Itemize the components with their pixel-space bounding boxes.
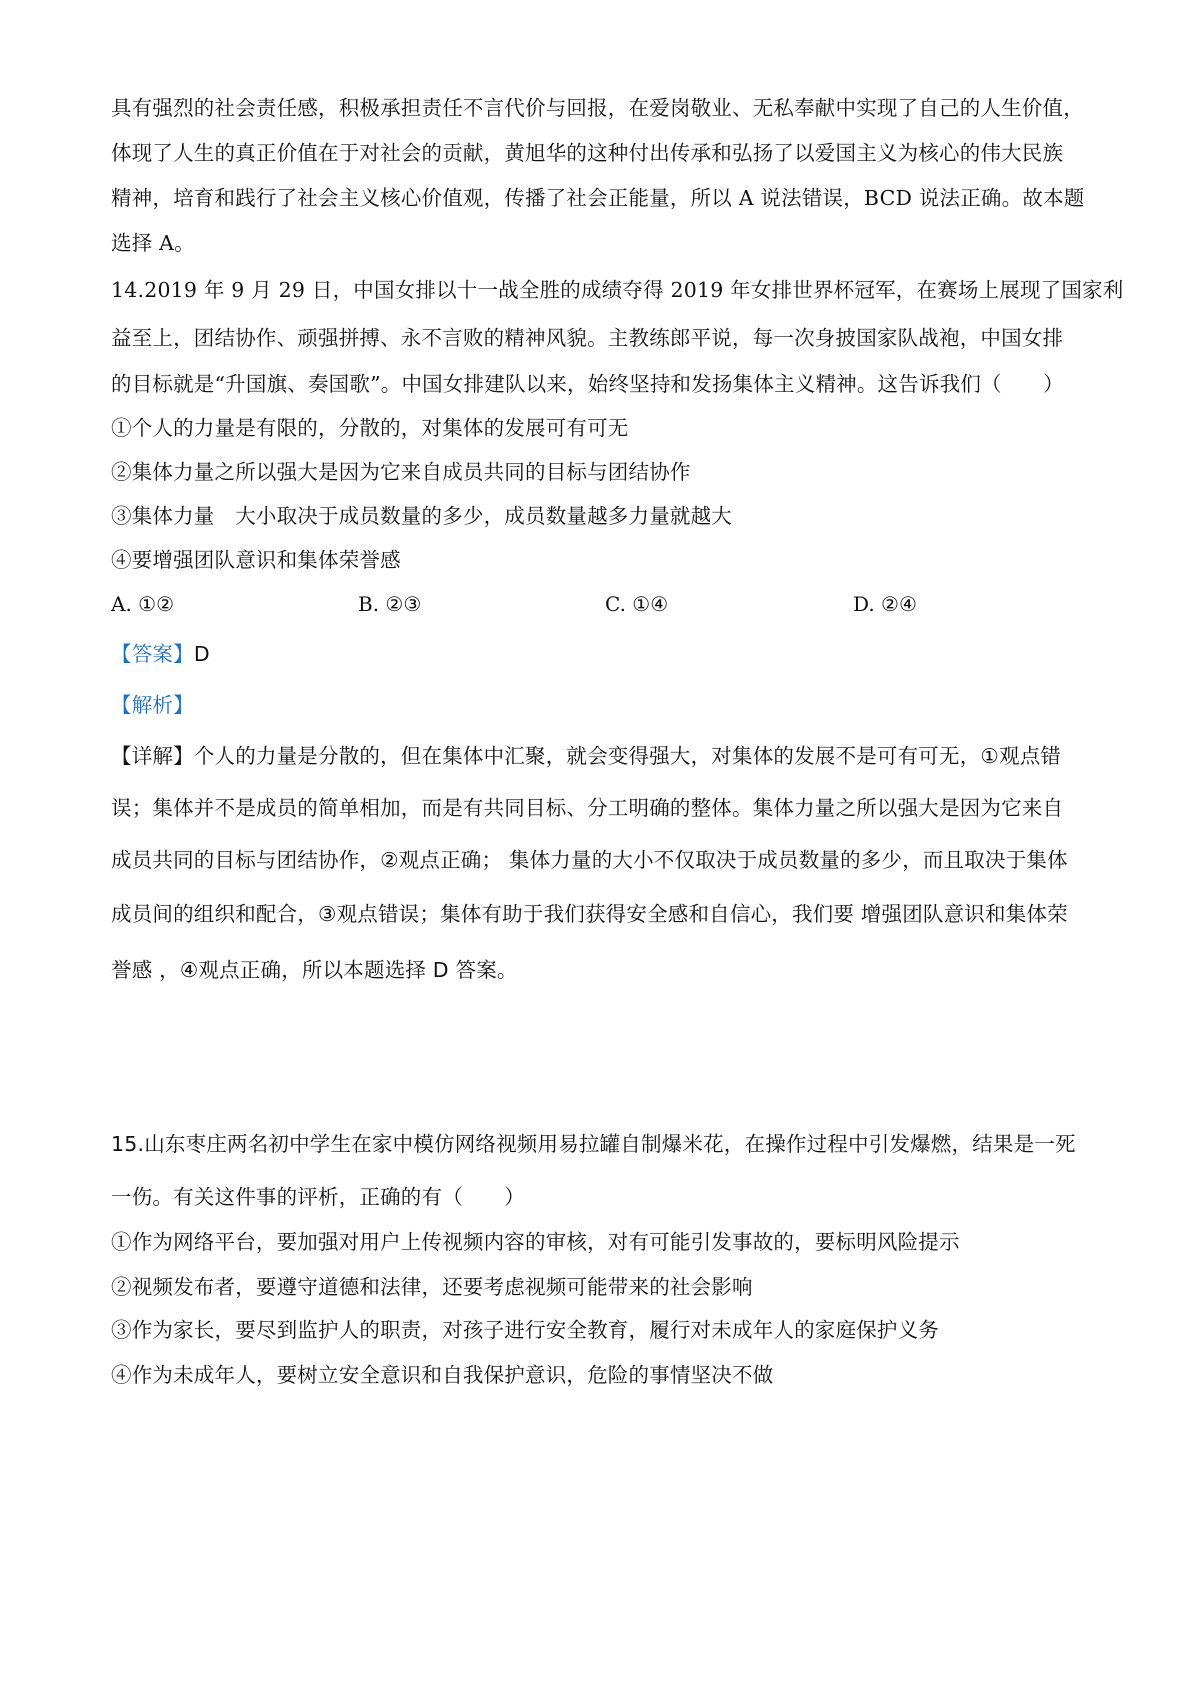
q14-option-d: D. ②④	[853, 592, 917, 616]
answer-value: D	[193, 642, 210, 666]
answer-label: 【答案】	[111, 642, 194, 666]
prev-analysis-line-2: 体现了人生的真正价值在于对社会的贡献，黄旭华的这种付出传承和弘扬了以爱国主义为核心的伟大民族	[111, 141, 1064, 165]
q14-stem-line-1: 14.2019 年 9 月 29 日，中国女排以十一战全胜的成绩夺得 2019 年女排世界杯冠军，在赛场上展现了国家利	[111, 278, 1124, 302]
q14-stem-line-3: 的目标就是“升国旗、奏国歌”。中国女排建队以来，始终坚持和发扬集体主义精神。这告诉我们（ ）	[111, 372, 1064, 396]
q14-detail-line-1	[111, 742, 1101, 770]
q14-option-c: C. ①④	[605, 592, 669, 616]
analysis-label: 【解析】	[111, 693, 194, 717]
q14-detail-line-5: 誉感 ，④观点正确，所以本题选择 D 答案。	[111, 958, 518, 982]
q15-statement-1: ①作为网络平台，要加强对用户上传视频内容的审核，对有可能引发事故的，要标明风险提示	[111, 1230, 960, 1254]
q15-statement-2: ②视频发布者，要遵守道德和法律，还要考虑视频可能带来的社会影响	[111, 1275, 753, 1299]
q14-statement-1: ①个人的力量是有限的，分散的，对集体的发展可有可无	[111, 416, 629, 440]
q14-option-a: A. ①②	[111, 592, 175, 616]
prev-analysis-line-4: 选择 A。	[111, 231, 195, 255]
q14-statement-2: ②集体力量之所以强大是因为它来自成员共同的目标与团结协作	[111, 460, 691, 484]
q14-statement-3: ③集体力量 大小取决于成员数量的多少，成员数量越多力量就越大	[111, 504, 732, 528]
q14-detail-line-4: 成员间的组织和配合，③观点错误；集体有助于我们获得安全感和自信心，我们要 增强团队意识和集体荣	[111, 902, 1068, 926]
q15-statement-3: ③作为家长，要尽到监护人的职责，对孩子进行安全教育，履行对未成年人的家庭保护义务	[111, 1318, 939, 1342]
q15-statement-4: ④作为未成年人，要树立安全意识和自我保护意识，危险的事情坚决不做	[111, 1363, 774, 1387]
q14-statement-4: ④要增强团队意识和集体荣誉感	[111, 548, 401, 572]
q15-stem-line-1: 15.山东枣庄两名初中学生在家中模仿网络视频用易拉罐自制爆米花，在操作过程中引发爆燃，结果是一死	[111, 1132, 1076, 1156]
detail-text-1: 个人的力量是分散的，但在集体中汇聚，就会变得强大，对集体的发展不是可有可无，①观点错	[193, 744, 1062, 768]
q14-detail-line-2: 误；集体并不是成员的简单相加，而是有共同目标、分工明确的整体。集体力量之所以强大是因为它来自	[111, 796, 1064, 820]
prev-analysis-line-3: 精神，培育和践行了社会主义核心价值观，传播了社会正能量，所以 A 说法错误，BCD 说法正确。故本题	[111, 186, 1085, 210]
detail-label: 【详解】	[111, 744, 194, 768]
q14-stem-line-2: 益至上，团结协作、顽强拼搏、永不言败的精神风貌。主教练郎平说，每一次身披国家队战袍，中国女排	[111, 326, 1064, 350]
q15-stem-line-2: 一伤。有关这件事的评析，正确的有（ ）	[111, 1185, 525, 1209]
prev-analysis-line-1: 具有强烈的社会责任感，积极承担责任不言代价与回报，在爱岗敬业、无私奉献中实现了自己的人生价值，	[111, 96, 1084, 120]
q14-detail-line-3: 成员共同的目标与团结协作，②观点正确； 集体力量的大小不仅取决于成员数量的多少，而且取决于集体	[111, 848, 1068, 872]
q14-answer	[111, 640, 1101, 668]
q14-analysis-heading	[111, 691, 1101, 719]
q14-option-b: B. ②③	[358, 592, 422, 616]
